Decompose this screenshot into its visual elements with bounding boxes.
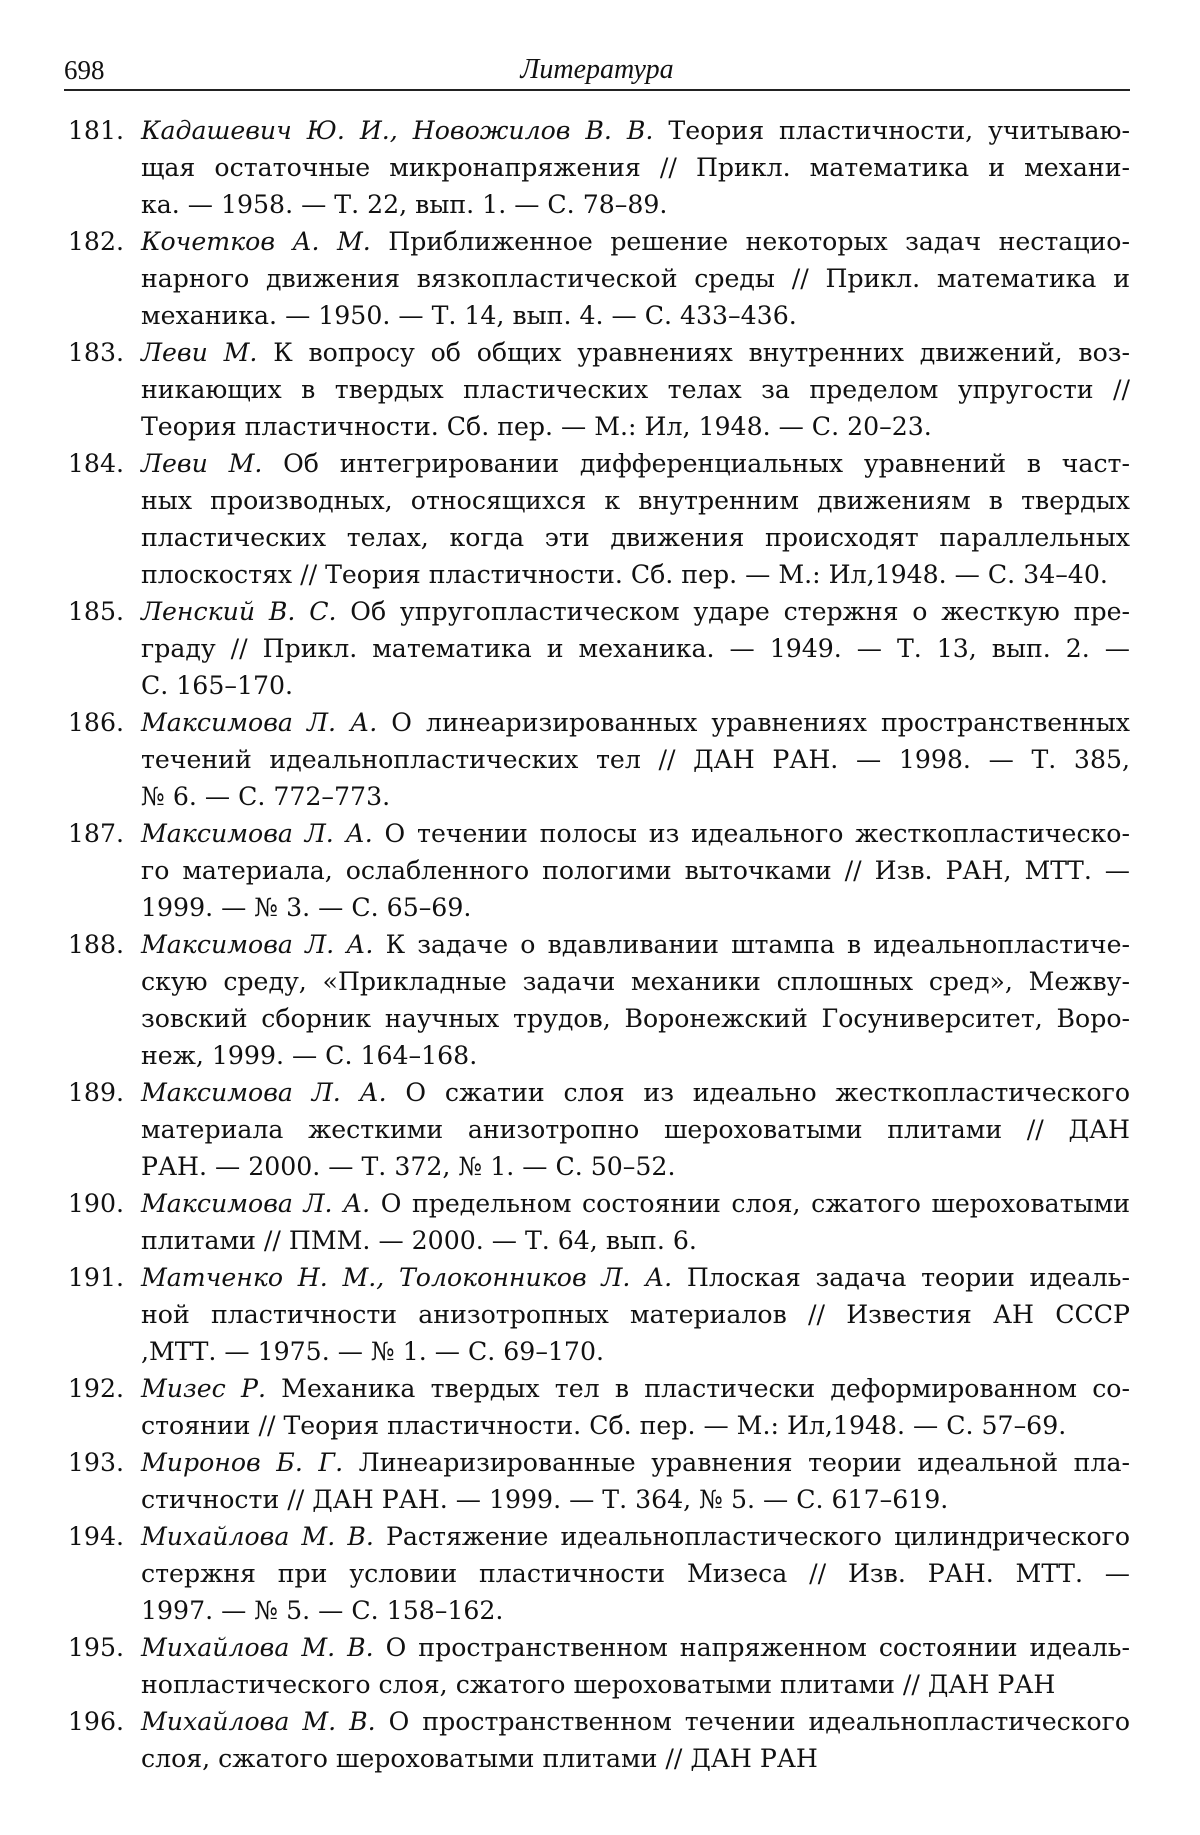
reference-text: К задаче о вдавливании штампа в идеальнопластиче- (373, 930, 1130, 959)
reference-author: Максимова Л. А. (141, 708, 377, 737)
reference-line: нарного движения вязкопластической среды // Прикл. математика и (141, 260, 1130, 297)
reference-line: С. 165–170. (141, 667, 1130, 704)
reference-entry (64, 1370, 1130, 1444)
reference-line: материала жесткими анизотропно шероховатыми плитами // ДАН (141, 1111, 1130, 1148)
page-number: 698 (64, 52, 105, 88)
reference-text: Приближенное решение некоторых задач нестацио- (371, 227, 1130, 256)
reference-entry (64, 704, 1130, 815)
reference-number: 184. (64, 445, 124, 482)
reference-number: 182. (64, 223, 124, 260)
reference-text: Механика твердых тел в пластически деформированном со- (266, 1374, 1130, 1403)
reference-author: Кадашевич Ю. И., Новожилов В. В. (141, 116, 653, 145)
reference-entry (64, 1259, 1130, 1370)
reference-author: Михайлова М. В. (141, 1522, 374, 1551)
reference-text: О течении полосы из идеального жесткопластическо- (373, 819, 1130, 848)
reference-number: 192. (64, 1370, 124, 1407)
reference-line (141, 593, 1130, 630)
book-page (0, 0, 1200, 1835)
reference-line (141, 1703, 1130, 1740)
reference-line: плитами // ПММ. — 2000. — Т. 64, вып. 6. (141, 1222, 1130, 1259)
reference-line (141, 704, 1130, 741)
reference-line (141, 334, 1130, 371)
reference-line (141, 1370, 1130, 1407)
reference-list (64, 112, 1130, 1777)
reference-text: Растяжение идеальнопластического цилиндрического (374, 1522, 1130, 1551)
reference-line (141, 1518, 1130, 1555)
reference-entry (64, 334, 1130, 445)
reference-text: Теория пластичности, учитываю- (653, 116, 1130, 145)
reference-author: Максимова Л. А. (141, 1189, 370, 1218)
reference-text: К вопросу об общих уравнениях внутренних движений, воз- (257, 338, 1130, 367)
reference-entry (64, 445, 1130, 593)
reference-line: механика. — 1950. — Т. 14, вып. 4. — С. 433–436. (141, 297, 1130, 334)
reference-entry (64, 926, 1130, 1074)
reference-line: № 6. — С. 772–773. (141, 778, 1130, 815)
running-title: Литература (64, 52, 1130, 88)
reference-author: Миронов Б. Г. (141, 1448, 343, 1477)
reference-line: скую среду, «Прикладные задачи механики сплошных сред», Межву- (141, 963, 1130, 1000)
reference-entry (64, 593, 1130, 704)
running-head (64, 52, 1130, 88)
reference-line (141, 926, 1130, 963)
reference-line: никающих в твердых пластических телах за пределом упругости // (141, 371, 1130, 408)
reference-line: ных производных, относящихся к внутренним движениям в твердых (141, 482, 1130, 519)
reference-number: 191. (64, 1259, 124, 1296)
reference-number: 190. (64, 1185, 124, 1222)
reference-number: 188. (64, 926, 124, 963)
reference-line: ,МТТ. — 1975. — № 1. — С. 69–170. (141, 1333, 1130, 1370)
reference-author: Максимова Л. А. (141, 930, 373, 959)
reference-line: течений идеальнопластических тел // ДАН РАН. — 1998. — Т. 385, (141, 741, 1130, 778)
reference-author: Максимова Л. А. (141, 819, 373, 848)
reference-text: Линеаризированные уравнения теории идеальной пла- (343, 1448, 1130, 1477)
reference-author: Максимова Л. А. (141, 1078, 387, 1107)
reference-number: 189. (64, 1074, 124, 1111)
reference-line: 1999. — № 3. — С. 65–69. (141, 889, 1130, 926)
reference-text: О линеаризированных уравнениях пространственных (377, 708, 1130, 737)
reference-line: 1997. — № 5. — С. 158–162. (141, 1592, 1130, 1629)
reference-line (141, 1185, 1130, 1222)
reference-number: 193. (64, 1444, 124, 1481)
reference-line (141, 1629, 1130, 1666)
reference-line: стоянии // Теория пластичности. Сб. пер. — М.: Ил,1948. — С. 57–69. (141, 1407, 1130, 1444)
reference-number: 187. (64, 815, 124, 852)
reference-line (141, 1074, 1130, 1111)
reference-text: О предельном состоянии слоя, сжатого шероховатыми (370, 1189, 1130, 1218)
reference-number: 183. (64, 334, 124, 371)
reference-text: О сжатии слоя из идеально жесткопластического (387, 1078, 1130, 1107)
reference-line: стичности // ДАН РАН. — 1999. — Т. 364, № 5. — С. 617–619. (141, 1481, 1130, 1518)
reference-entry (64, 223, 1130, 334)
reference-line: зовский сборник научных трудов, Воронежский Госуниверситет, Воро- (141, 1000, 1130, 1037)
reference-line: ка. — 1958. — Т. 22, вып. 1. — С. 78–89. (141, 186, 1130, 223)
reference-line: граду // Прикл. математика и механика. — 1949. — Т. 13, вып. 2. — (141, 630, 1130, 667)
reference-line: плоскостях // Теория пластичности. Сб. пер. — М.: Ил,1948. — С. 34–40. (141, 556, 1130, 593)
reference-author: Михайлова М. В. (141, 1707, 376, 1736)
reference-line: го материала, ослабленного пологими выточками // Изв. РАН, МТТ. — (141, 852, 1130, 889)
reference-line (141, 223, 1130, 260)
reference-entry (64, 1444, 1130, 1518)
reference-number: 196. (64, 1703, 124, 1740)
reference-author: Матченко Н. М., Толоконников Л. А. (141, 1263, 672, 1292)
reference-author: Мизес Р. (141, 1374, 266, 1403)
reference-number: 186. (64, 704, 124, 741)
reference-entry (64, 815, 1130, 926)
reference-author: Леви М. (141, 338, 257, 367)
reference-number: 185. (64, 593, 124, 630)
reference-number: 195. (64, 1629, 124, 1666)
reference-text: О пространственном течении идеальнопластического (376, 1707, 1130, 1736)
reference-line: стержня при условии пластичности Мизеса // Изв. РАН. МТТ. — (141, 1555, 1130, 1592)
reference-text: Об упругопластическом ударе стержня о жесткую пре- (337, 597, 1131, 626)
reference-line: щая остаточные микронапряжения // Прикл. математика и механи- (141, 149, 1130, 186)
reference-line: Теория пластичности. Сб. пер. — М.: Ил, 1948. — С. 20–23. (141, 408, 1130, 445)
reference-line: нопластического слоя, сжатого шероховатыми плитами // ДАН РАН (141, 1666, 1130, 1703)
reference-entry (64, 1185, 1130, 1259)
header-rule (64, 89, 1130, 91)
reference-line (141, 1259, 1130, 1296)
reference-text: О пространственном напряженном состоянии идеаль- (374, 1633, 1130, 1662)
reference-line: РАН. — 2000. — Т. 372, № 1. — С. 50–52. (141, 1148, 1130, 1185)
reference-line (141, 445, 1130, 482)
reference-entry (64, 1074, 1130, 1185)
reference-author: Кочетков А. М. (141, 227, 371, 256)
reference-text: Об интегрировании дифференциальных уравнений в част- (262, 449, 1130, 478)
reference-line: пластических телах, когда эти движения происходят параллельных (141, 519, 1130, 556)
reference-entry (64, 1703, 1130, 1777)
reference-entry (64, 1518, 1130, 1629)
reference-entry (64, 112, 1130, 223)
reference-author: Ленский В. С. (141, 597, 337, 626)
reference-line (141, 815, 1130, 852)
reference-number: 181. (64, 112, 124, 149)
reference-line (141, 112, 1130, 149)
reference-line: слоя, сжатого шероховатыми плитами // ДАН РАН (141, 1740, 1130, 1777)
reference-line: ной пластичности анизотропных материалов // Известия АН СССР (141, 1296, 1130, 1333)
reference-text: Плоская задача теории идеаль- (672, 1263, 1130, 1292)
reference-entry (64, 1629, 1130, 1703)
reference-line: неж, 1999. — С. 164–168. (141, 1037, 1130, 1074)
reference-author: Михайлова М. В. (141, 1633, 374, 1662)
reference-number: 194. (64, 1518, 124, 1555)
reference-line (141, 1444, 1130, 1481)
reference-author: Леви М. (141, 449, 262, 478)
